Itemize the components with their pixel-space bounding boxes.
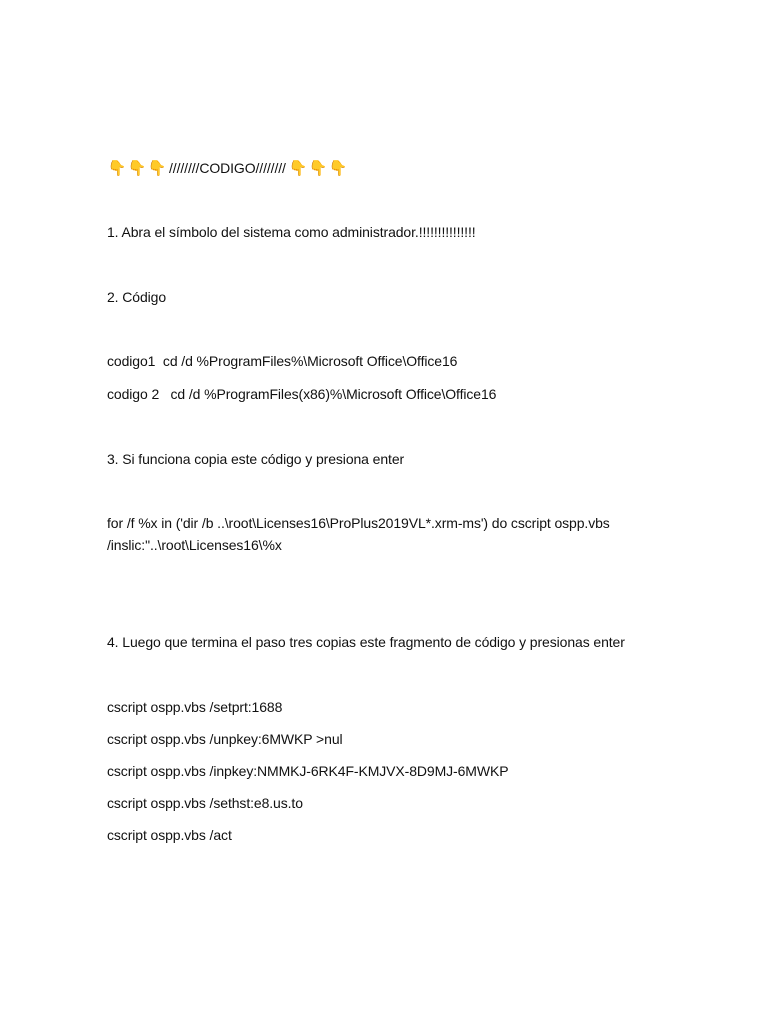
pointing-down-icon: 👇 (308, 159, 328, 177)
pointing-down-icon: 👇 (328, 159, 348, 177)
command-line: cscript ospp.vbs /unpkey:6MWKP >nul (107, 731, 343, 747)
pointing-down-icon: 👇 (127, 159, 147, 177)
pointing-down-icon: 👇 (107, 159, 127, 177)
step-1-text: 1. Abra el símbolo del sistema como administrador.!!!!!!!!!!!!!!! (107, 224, 476, 240)
pointing-down-icon: 👇 (147, 159, 167, 177)
code-line-1: codigo1 cd /d %ProgramFiles%\Microsoft Office\Office16 (107, 353, 458, 369)
pointing-down-icon: 👇 (288, 159, 308, 177)
step-2-text: 2. Código (107, 289, 167, 305)
command-line: cscript ospp.vbs /sethst:e8.us.to (107, 795, 303, 811)
command-line: cscript ospp.vbs /inpkey:NMMKJ-6RK4F-KMJVX-8D9MJ-6MWKP (107, 763, 509, 779)
step-4-text: 4. Luego que termina el paso tres copias este fragmento de código y presionas enter (107, 634, 625, 650)
step-3-text: 3. Si funciona copia este código y presiona enter (107, 451, 405, 467)
command-line: cscript ospp.vbs /setprt:1688 (107, 699, 283, 715)
title-text: ////////CODIGO//////// (169, 160, 286, 176)
document-title (107, 157, 667, 179)
code-line-2: codigo 2 cd /d %ProgramFiles(x86)%\Microsoft Office\Office16 (107, 386, 497, 402)
for-command-text: for /f %x in ('dir /b ..\root\Licenses16\ProPlus2019VL*.xrm-ms') do cscript ospp.vbs /inslic:"..\root\Licenses16\%x (107, 515, 614, 553)
command-line: cscript ospp.vbs /act (107, 827, 232, 843)
